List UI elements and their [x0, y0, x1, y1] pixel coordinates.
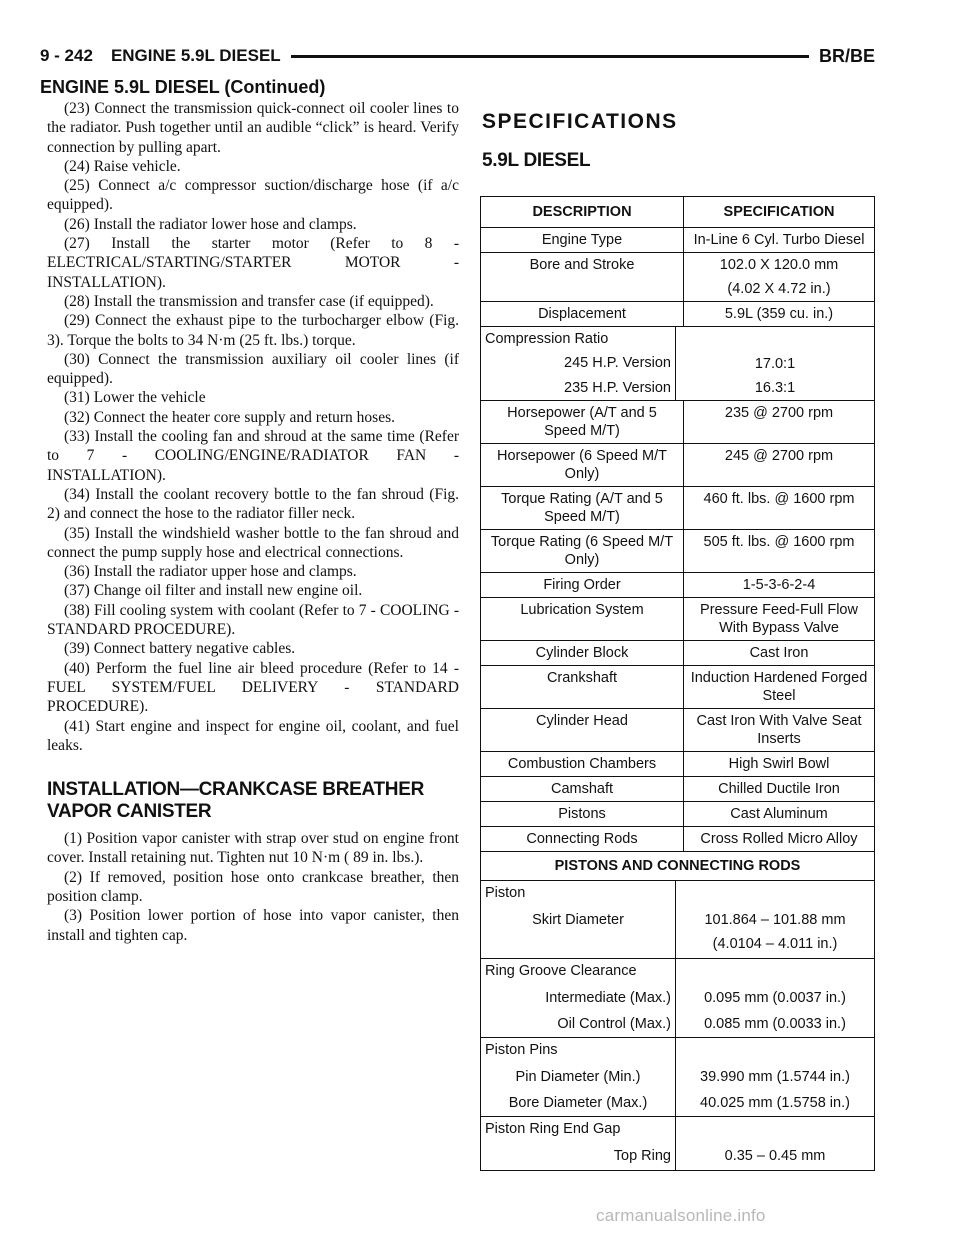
header-rule: [291, 55, 809, 58]
step: (26) Install the radiator lower hose and clamps.: [64, 215, 357, 233]
spec-value: 40.025 mm (1.5758 in.): [675, 1089, 874, 1116]
spec-value: Cast Aluminum: [684, 802, 875, 827]
continued-heading: ENGINE 5.9L DIESEL (Continued): [40, 77, 326, 97]
spec-desc: Displacement: [481, 302, 684, 327]
spec-value: Cast Iron: [684, 641, 875, 666]
table-row: [481, 487, 875, 530]
spec-value-line: 102.0 X 120.0 mm: [719, 257, 839, 273]
spec-value: Chilled Ductile Iron: [684, 777, 875, 802]
table-row-group: [481, 1038, 875, 1117]
specifications-column: [482, 110, 875, 172]
spec-value: [684, 253, 875, 302]
spec-value: 235 @ 2700 rpm: [684, 401, 875, 444]
table-row: [481, 228, 875, 253]
spec-desc: Pistons: [481, 802, 684, 827]
spec-value: 39.990 mm (1.5744 in.): [675, 1062, 874, 1089]
spec-value: 0.095 mm (0.0037 in.): [675, 983, 874, 1010]
table-row: [481, 827, 875, 852]
spec-value: 17.0:1: [675, 351, 874, 376]
spec-desc: Cylinder Block: [481, 641, 684, 666]
step: (2) If removed, position hose onto crankcase breather, then position clamp.: [47, 868, 459, 905]
spec-value: 505 ft. lbs. @ 1600 rpm: [684, 530, 875, 573]
step: (33) Install the cooling fan and shroud at the same time (Refer to 7 - COOLING/ENGINE/RADIATOR FAN - INSTALLATION).: [47, 428, 459, 484]
table-row: [481, 302, 875, 327]
table-row: [481, 444, 875, 487]
step: (25) Connect a/c compressor suction/discharge hose (if a/c equipped).: [47, 177, 459, 214]
ring-groove-group: [481, 959, 875, 1038]
spec-desc: Oil Control (Max.): [557, 1016, 671, 1032]
spec-desc: Intermediate (Max.): [545, 990, 671, 1006]
compression-group: [481, 327, 875, 401]
table-row: [481, 401, 875, 444]
table-row: [481, 253, 875, 302]
spec-desc: Camshaft: [481, 777, 684, 802]
procedure-column: [47, 99, 459, 945]
spec-value: 1-5-3-6-2-4: [684, 573, 875, 598]
step: (41) Start engine and inspect for engine oil, coolant, and fuel leaks.: [47, 717, 459, 754]
piston-group: [481, 881, 875, 959]
table-row: [481, 641, 875, 666]
spec-desc: Engine Type: [481, 228, 684, 253]
specifications-title: SPECIFICATIONS: [482, 110, 678, 133]
table-row: [481, 802, 875, 827]
spec-value: Cast Iron With Valve Seat Inserts: [684, 709, 875, 752]
spec-desc: Cylinder Head: [481, 709, 684, 752]
step: (28) Install the transmission and transfer case (if equipped).: [64, 292, 434, 310]
col-description: DESCRIPTION: [481, 197, 684, 228]
spec-value: (4.0104 – 4.011 in.): [675, 932, 874, 958]
spec-desc: Torque Rating (6 Speed M/T Only): [481, 530, 684, 573]
spec-desc: Lubrication System: [481, 598, 684, 641]
watermark: carmanualsonline.info: [596, 1206, 766, 1225]
step: (27) Install the starter motor (Refer to 8 - ELECTRICAL/STARTING/STARTER MOTOR - INSTALLATION).: [47, 235, 459, 291]
step: (31) Lower the vehicle: [64, 389, 206, 407]
step: (39) Connect battery negative cables.: [64, 640, 296, 658]
header-title: ENGINE 5.9L DIESEL: [110, 46, 281, 65]
spec-table: [480, 196, 875, 1171]
spec-desc: Skirt Diameter: [532, 912, 624, 928]
table-row-group: [481, 959, 875, 1038]
spec-value: 0.35 – 0.45 mm: [675, 1141, 874, 1170]
spec-desc: Combustion Chambers: [481, 752, 684, 777]
step: (35) Install the windshield washer bottle to the fan shroud and connect the pump supply hose and electrical connections.: [47, 524, 459, 561]
table-header-row: [481, 197, 875, 228]
spec-desc: Bore Diameter (Max.): [508, 1095, 648, 1111]
table-row: [481, 666, 875, 709]
table-row: [481, 709, 875, 752]
spec-value: 460 ft. lbs. @ 1600 rpm: [684, 487, 875, 530]
spec-value: 16.3:1: [675, 376, 874, 400]
piston-pins-group: [481, 1038, 875, 1117]
section-header-row: [481, 852, 875, 881]
spec-value: Cross Rolled Micro Alloy: [684, 827, 875, 852]
group-label: Ring Groove Clearance: [485, 963, 637, 979]
spec-desc: Horsepower (6 Speed M/T Only): [481, 444, 684, 487]
spec-value: 5.9L (359 cu. in.): [684, 302, 875, 327]
step: (29) Connect the exhaust pipe to the turbocharger elbow (Fig. 3). Torque the bolts to 34 N·m (25 ft. lbs.) torque.: [47, 312, 459, 349]
engine-subtitle: 5.9L DIESEL: [482, 150, 591, 171]
spec-value: 101.864 – 101.88 mm: [675, 905, 874, 932]
step: (23) Connect the transmission quick-connect oil cooler lines to the radiator. Push together until an audible “click” is heard. Verify connection by pulling apart.: [47, 100, 459, 156]
spec-value-line: (4.02 X 4.72 in.): [727, 281, 831, 297]
page-number: 9 - 242: [40, 46, 93, 65]
spec-desc: Torque Rating (A/T and 5 Speed M/T): [481, 487, 684, 530]
table-row: [481, 752, 875, 777]
step: (24) Raise vehicle.: [64, 157, 181, 175]
end-gap-group: [481, 1117, 875, 1171]
step: (30) Connect the transmission auxiliary oil cooler lines (if equipped).: [47, 350, 459, 388]
group-label: Compression Ratio: [485, 331, 609, 347]
group-label: Piston: [485, 885, 526, 901]
table-row: [481, 573, 875, 598]
step: (38) Fill cooling system with coolant (Refer to 7 - COOLING - STANDARD PROCEDURE).: [47, 601, 459, 639]
table-row-group: [481, 1117, 875, 1171]
spec-desc: Connecting Rods: [481, 827, 684, 852]
model-code: BR/BE: [818, 45, 875, 66]
spec-value: In-Line 6 Cyl. Turbo Diesel: [684, 228, 875, 253]
group-label: Piston Ring End Gap: [485, 1121, 621, 1137]
section-heading: [47, 779, 459, 823]
spec-value: 0.085 mm (0.0033 in.): [675, 1010, 874, 1037]
spec-desc: Crankshaft: [481, 666, 684, 709]
spec-desc: Horsepower (A/T and 5 Speed M/T): [481, 401, 684, 444]
step: (36) Install the radiator upper hose and clamps.: [64, 563, 357, 581]
table-row: [481, 530, 875, 573]
table-row-group: [481, 327, 875, 401]
spec-desc: Top Ring: [613, 1148, 671, 1164]
spec-value: Induction Hardened Forged Steel: [684, 666, 875, 709]
section-heading-line1: INSTALLATION—CRANKCASE BREATHER: [47, 779, 425, 801]
spec-value: 245 @ 2700 rpm: [684, 444, 875, 487]
spec-desc: 245 H.P. Version: [564, 355, 671, 371]
step: (1) Position vapor canister with strap over stud on engine front cover. Install retaining nut. Tighten nut 10 N·m ( 89 in. lbs.).: [47, 830, 459, 867]
col-specification: SPECIFICATION: [684, 197, 875, 228]
spec-desc: Bore and Stroke: [481, 253, 684, 302]
pistons-section-title: PISTONS AND CONNECTING RODS: [481, 852, 875, 881]
section-heading-line2: VAPOR CANISTER: [47, 801, 212, 823]
spec-desc: 235 H.P. Version: [564, 380, 671, 396]
spec-value: High Swirl Bowl: [684, 752, 875, 777]
spec-desc: Pin Diameter (Min.): [515, 1069, 641, 1085]
page-header: [40, 44, 875, 68]
step: (32) Connect the heater core supply and return hoses.: [64, 408, 395, 426]
spec-desc: Firing Order: [481, 573, 684, 598]
table-row: [481, 598, 875, 641]
step: (34) Install the coolant recovery bottle to the fan shroud (Fig. 2) and connect the hose to the radiator filler neck.: [47, 485, 459, 523]
spec-value: Pressure Feed-Full Flow With Bypass Valve: [684, 598, 875, 641]
table-row-group: [481, 881, 875, 959]
table-row: [481, 777, 875, 802]
group-label: Piston Pins: [485, 1042, 558, 1058]
step: (37) Change oil filter and install new engine oil.: [64, 582, 363, 600]
step: (3) Position lower portion of hose into vapor canister, then install and tighten cap.: [47, 907, 459, 944]
step: (40) Perform the fuel line air bleed procedure (Refer to 14 - FUEL SYSTEM/FUEL DELIVERY - STANDARD PROCEDURE).: [47, 659, 459, 716]
